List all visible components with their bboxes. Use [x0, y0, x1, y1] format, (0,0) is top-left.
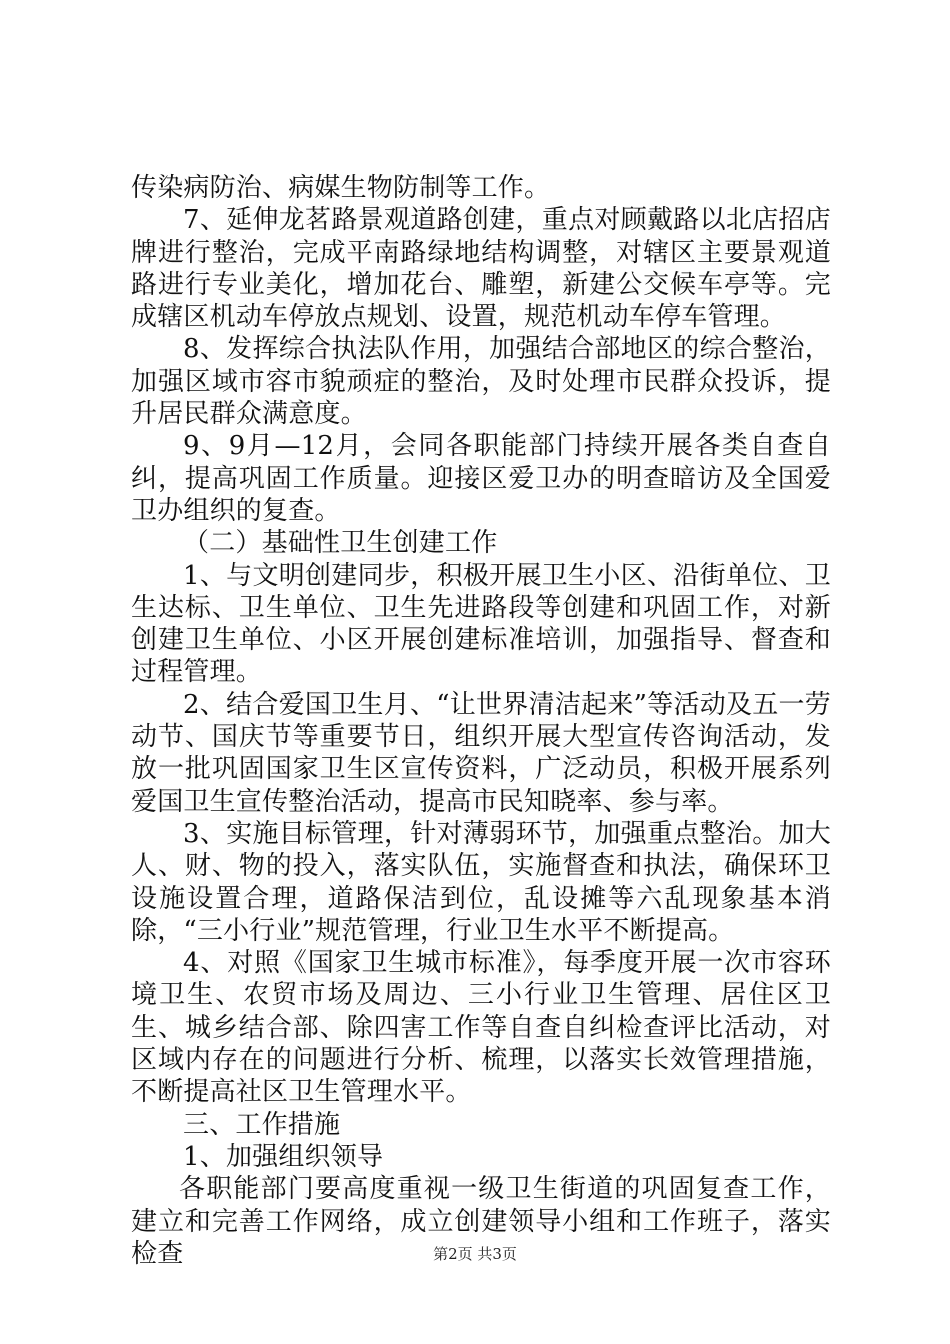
paragraph-item-8: 8、发挥综合执法队作用，加强结合部地区的综合整治，加强区域市容市貌顽症的整治，及时处理市民群众投诉，提升居民群众满意度。 — [131, 334, 831, 430]
document-body — [131, 172, 831, 1270]
paragraph-item-7: 7、延伸龙茗路景观道路创建，重点对顾戴路以北店招店牌进行整治，完成平南路绿地结构调整，对辖区主要景观道路进行专业美化，增加花台、雕塑，新建公交候车亭等。完成辖区机动车停放点规划、设置，规范机动车停车管理。 — [131, 205, 831, 333]
paragraph-basic-item-1: 1、与文明创建同步，积极开展卫生小区、沿街单位、卫生达标、卫生单位、卫生先进路段等创建和巩固工作，对新创建卫生单位、小区开展创建标准培训，加强指导、督查和过程管理。 — [131, 560, 831, 688]
paragraph-continuation: 传染病防治、病媒生物防制等工作。 — [131, 173, 551, 203]
paragraph-item-9: 9、9月—12月，会同各职能部门持续开展各类自查自纠，提高巩固工作质量。迎接区爱卫办的明查暗访及全国爱卫办组织的复查。 — [131, 431, 831, 526]
paragraph-basic-item-3: 3、实施目标管理，针对薄弱环节，加强重点整治。加大人、财、物的投入，落实队伍，实施督查和执法，确保环卫设施设置合理，道路保洁到位，乱设摊等六乱现象基本消除，“三小行业”规范管理，行业卫生水平不断提高。 — [131, 818, 831, 946]
paragraph-basic-item-4: 4、对照《国家卫生城市标准》，每季度开展一次市容环境卫生、农贸市场及周边、三小行业卫生管理、居住区卫生、城乡结合部、除四害工作等自查自纠检查评比活动，对区域内存在的问题进行分析、梳理，以落实长效管理措施，不断提高社区卫生管理水平。 — [131, 948, 831, 1108]
subheading-strengthen-leadership: 1、加强组织领导 — [183, 1141, 384, 1172]
section-heading-work-measures: 三、工作措施 — [183, 1109, 341, 1140]
paragraph-leadership-body: 各职能部门要高度重视一级卫生街道的巩固复查工作，建立和完善工作网络，成立创建领导小组和工作班子，落实检查 — [131, 1174, 831, 1269]
section-heading-basic-health-creation: （二）基础性卫生创建工作 — [183, 528, 498, 559]
page-number-footer: 第2页 共3页 — [433, 1245, 517, 1263]
paragraph-basic-item-2: 2、结合爱国卫生月、“让世界清洁起来”等活动及五一劳动节、国庆节等重要节日，组织开展大型宣传咨询活动，发放一批巩固国家卫生区宣传资料，广泛动员，积极开展系列爱国卫生宣传整治活动，提高市民知晓率、参与率。 — [131, 689, 831, 817]
